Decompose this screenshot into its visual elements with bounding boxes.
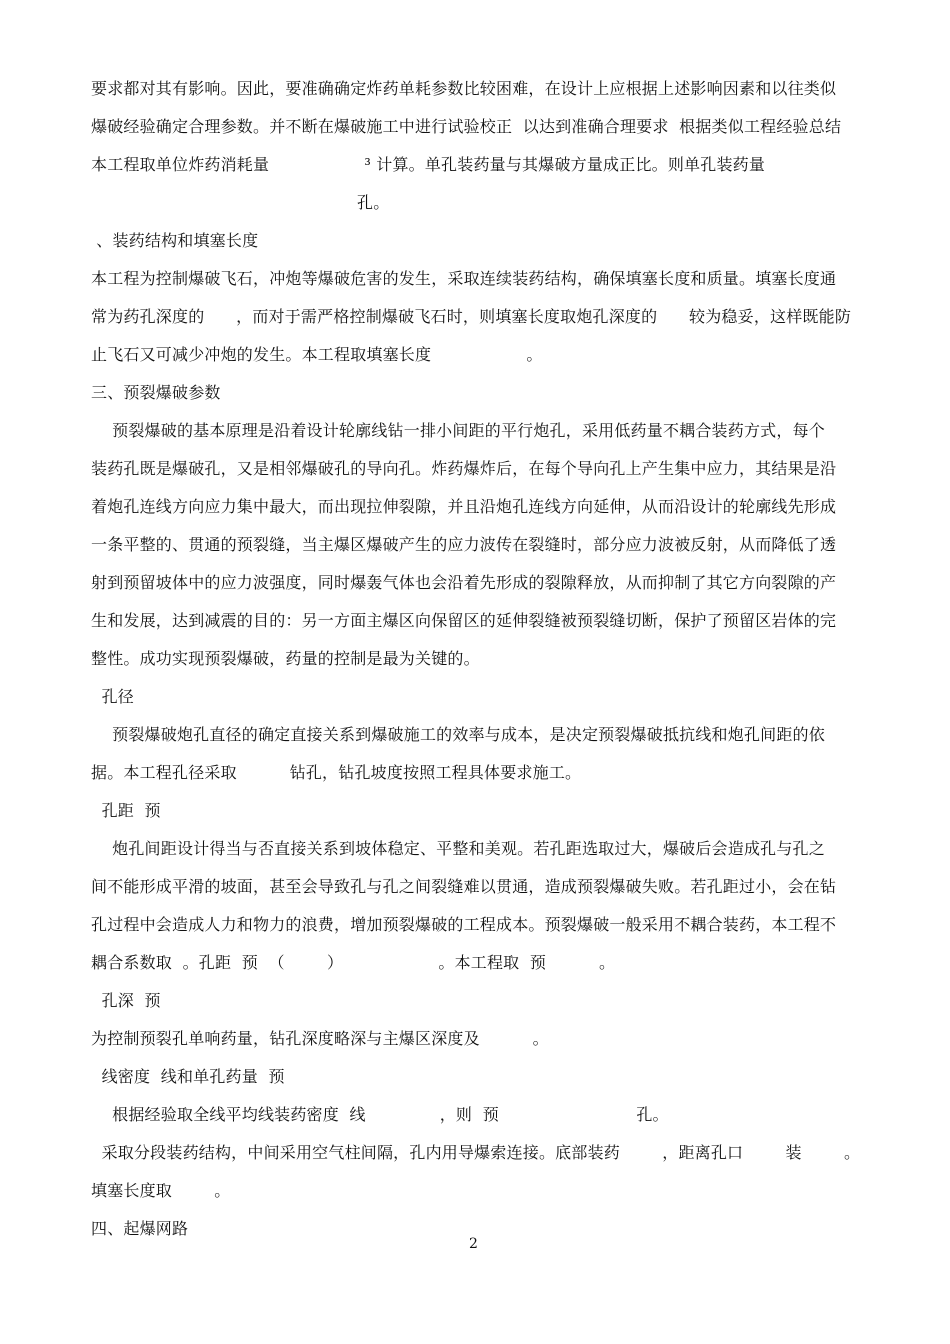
text-line: 装药孔既是爆破孔，又是相邻爆破孔的导向孔。炸药爆炸后，在每个导向孔上产生集中应力，其结果是沿: [91, 459, 837, 478]
text-line: 采取分段装药结构，中间采用空气柱间隔，孔内用导爆索连接。底部装药 ，距离孔口 装 。: [91, 1143, 861, 1162]
text-line: 填塞长度取 。: [91, 1181, 231, 1200]
section-heading: 四、起爆网路: [91, 1219, 189, 1238]
text-line: 一条平整的、贯通的预裂缝，当主爆区爆破产生的应力波传在裂缝时，部分应力波被反射，从而降低了透: [91, 535, 837, 554]
text-line: 整性。成功实现预裂爆破，药量的控制是最为关键的。: [91, 649, 480, 668]
text-line: 炮孔间距设计得当与否直接关系到坡体稳定、平整和美观。若孔距选取过大，爆破后会造成孔与孔之: [91, 839, 825, 858]
subsection-heading: 孔径: [91, 687, 134, 706]
text-line: 根据经验取全线平均线装药密度 线 ，则 预 孔。: [91, 1105, 669, 1124]
section-heading: 三、预裂爆破参数: [91, 383, 221, 402]
subsection-heading: 孔深 预: [91, 991, 161, 1010]
text-line: 止飞石又可减少冲炮的发生。本工程取填塞长度 。: [91, 345, 543, 364]
text-line: 间不能形成平滑的坡面，甚至会导致孔与孔之间裂缝难以贯通，造成预裂爆破失败。若孔距过小，会在钻: [91, 877, 837, 896]
text-line: 本工程为控制爆破飞石，冲炮等爆破危害的发生，采取连续装药结构，确保填塞长度和质量。填塞长度通: [91, 269, 837, 288]
text-line: 孔。: [357, 193, 390, 212]
text-line: 要求都对其有影响。因此，要准确确定炸药单耗参数比较困难，在设计上应根据上述影响因素和以往类似: [91, 79, 837, 98]
text-line: 孔过程中会造成人力和物力的浪费，增加预裂爆破的工程成本。预裂爆破一般采用不耦合装药，本工程不: [91, 915, 837, 934]
section-heading: 、装药结构和填塞长度: [91, 231, 259, 250]
text-line: 为控制预裂孔单响药量，钻孔深度略深与主爆区深度及 。: [91, 1029, 549, 1048]
subsection-heading: 线密度 线和单孔药量 预: [91, 1067, 285, 1086]
text-line: 耦合系数取 。孔距 预 （ ） 。本工程取 预 。: [91, 953, 616, 972]
text-line: 据。本工程孔径采取 钻孔，钻孔坡度按照工程具体要求施工。: [91, 763, 582, 782]
text-line: 射到预留坡体中的应力波强度，同时爆轰气体也会沿着先形成的裂隙释放，从而抑制了其它方向裂隙的产: [91, 573, 837, 592]
text-line: 预裂爆破炮孔直径的确定直接关系到爆破施工的效率与成本，是决定预裂爆破抵抗线和炮孔间距的依: [91, 725, 825, 744]
text-line: 本工程取单位炸药消耗量 ³ 计算。单孔装药量与其爆破方量成正比。则单孔装药量: [91, 155, 766, 174]
subsection-heading: 孔距 预: [91, 801, 161, 820]
text-line: 着炮孔连线方向应力集中最大，而出现拉伸裂隙，并且沿炮孔连线方向延伸，从而沿设计的轮廓线先形成: [91, 497, 837, 516]
text-line: 预裂爆破的基本原理是沿着设计轮廓线钻一排小间距的平行炮孔，采用低药量不耦合装药方式，每个: [91, 421, 825, 440]
text-line: 爆破经验确定合理参数。并不断在爆破施工中进行试验校正 以达到准确合理要求 根据类似工程经验总结: [91, 117, 842, 136]
text-line: 常为药孔深度的 ，而对于需严格控制爆破飞石时，则填塞长度取炮孔深度的 较为稳妥，这样既能防: [91, 307, 852, 326]
page-number: 2: [469, 1236, 478, 1252]
text-line: 生和发展，达到减震的目的：另一方面主爆区向保留区的延伸裂缝被预裂缝切断，保护了预留区岩体的完: [91, 611, 837, 630]
